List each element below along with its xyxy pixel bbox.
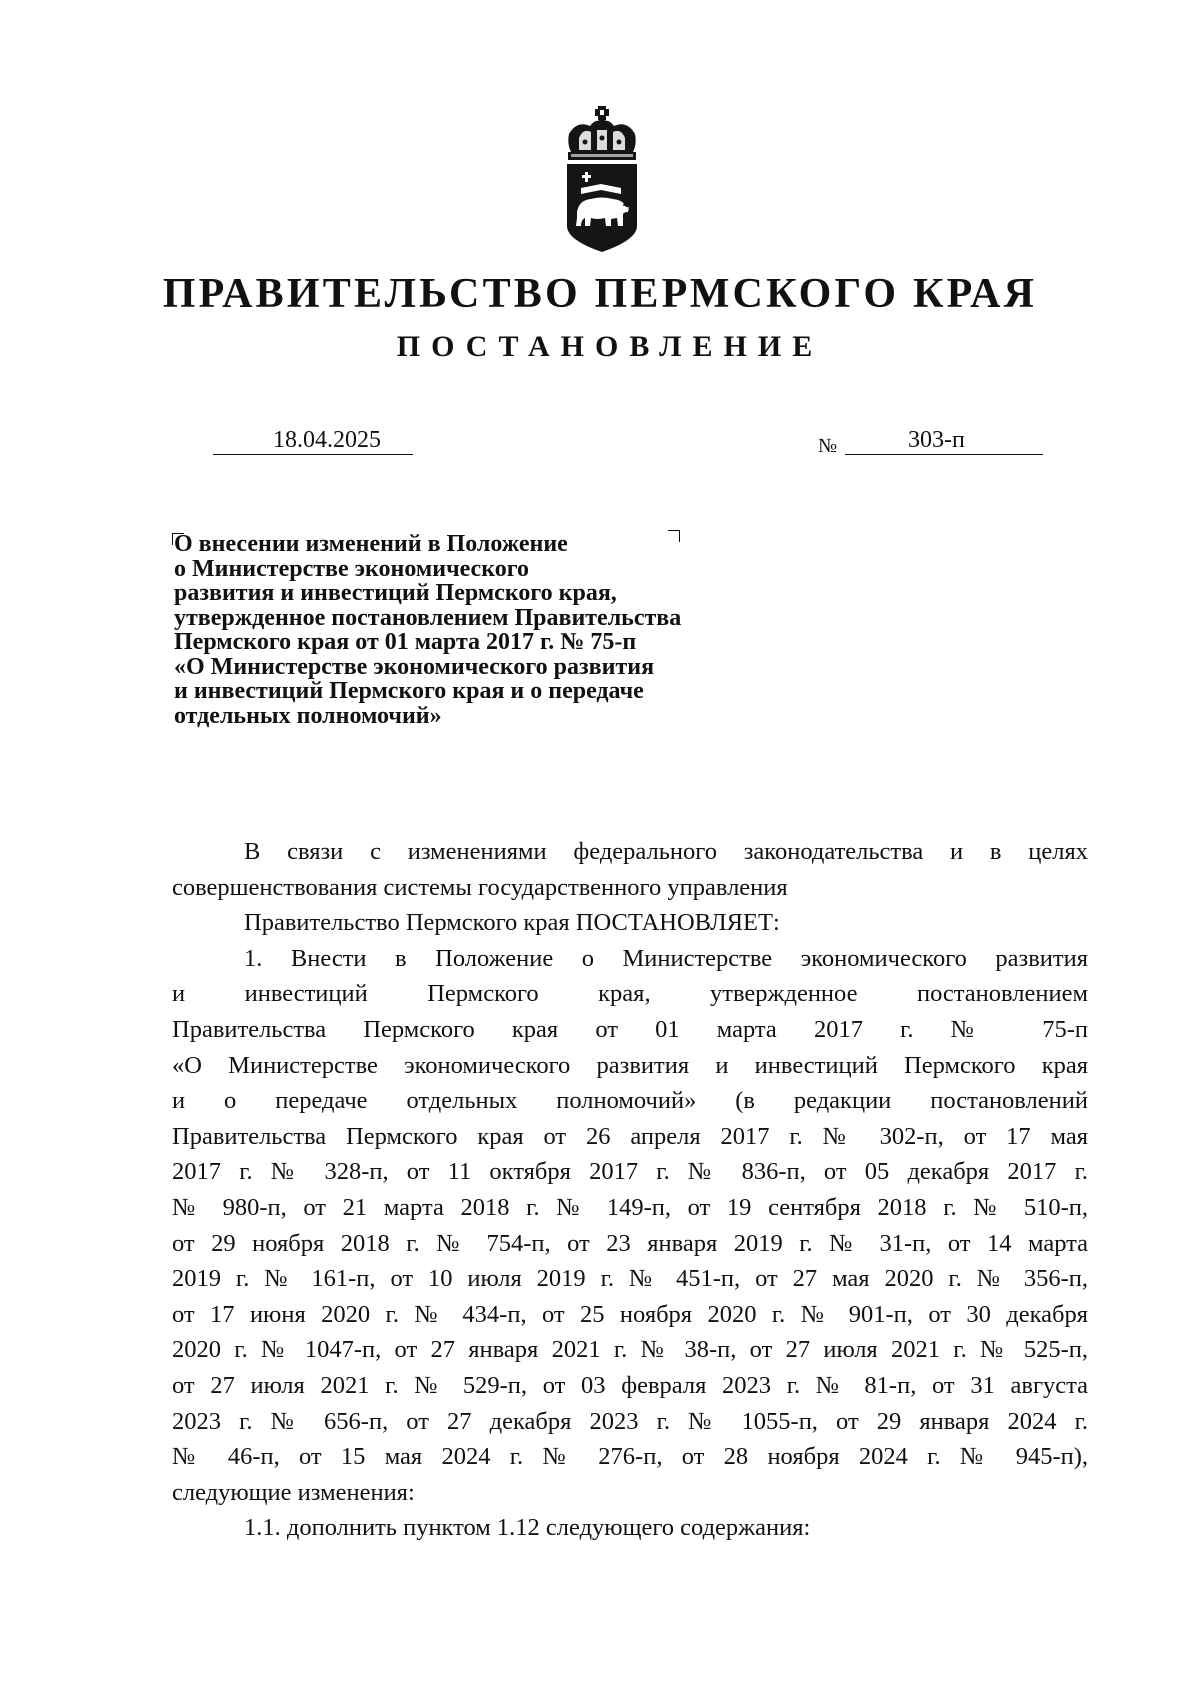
item-1-line: № 46-п, от 15 мая 2024 г. № 276-п, от 28 ноября 2024 г. № 945-п), — [172, 1443, 1088, 1471]
government-title: ПРАВИТЕЛЬСТВО ПЕРМСКОГО КРАЯ — [162, 271, 1038, 317]
item-1-line: № 980-п, от 21 марта 2018 г. № 149-п, от 19 сентября 2018 г. № 510-п, — [172, 1193, 1088, 1221]
heading-line: о Министерстве экономического — [174, 555, 530, 582]
item-1-line: от 29 ноября 2018 г. № 754-п, от 23 января 2019 г. № 31-п, от 14 марта — [172, 1229, 1088, 1257]
document-date: 18.04.2025 — [273, 427, 381, 453]
item-1-line: 2017 г. № 328-п, от 11 октября 2017 г. № 836-п, от 05 декабря 2017 г. — [172, 1158, 1088, 1186]
item-1-1-line: 1.1. дополнить пунктом 1.12 следующего содержания: — [244, 1514, 811, 1542]
item-1-line: Правительства Пермского края от 26 апреля 2017 г. № 302-п, от 17 мая — [172, 1122, 1088, 1150]
item-1-line: «О Министерстве экономического развития и инвестиций Пермского края — [172, 1051, 1088, 1079]
perm-krai-coat-of-arms-icon — [557, 104, 647, 254]
heading-line: Пермского края от 01 марта 2017 г. № 75-п — [174, 629, 637, 655]
item-1-line: и инвестиций Пермского края, утвержденное постановлением — [172, 980, 1088, 1008]
item-1-line: Правительства Пермского края от 01 марта 2017 г. № 75-п — [172, 1015, 1088, 1043]
item-1-line: и о передаче отдельных полномочий» (в редакции постановлений — [172, 1087, 1088, 1115]
heading-line: О внесении изменений в Положение — [174, 531, 568, 557]
date-field — [213, 428, 413, 455]
item-1-line: 2020 г. № 1047-п, от 27 января 2021 г. № 38-п, от 27 июля 2021 г. № 525-п, — [172, 1336, 1088, 1364]
document-heading — [174, 532, 794, 728]
heading-line: и инвестиций Пермского края и о передаче — [174, 678, 644, 704]
item-1-line: от 17 июня 2020 г. № 434-п, от 25 ноября 2020 г. № 901-п, от 30 декабря — [172, 1300, 1088, 1328]
item-1-line: следующие изменения: — [172, 1478, 415, 1506]
heading-line: развития и инвестиций Пермского края, — [174, 580, 617, 606]
body-line: В связи с изменениями федерального законодательства и в целях — [244, 838, 1088, 865]
item-1-line: от 27 июля 2021 г. № 529-п, от 03 февраля 2023 г. № 81-п, от 31 августа — [172, 1371, 1088, 1399]
heading-line: утвержденное постановлением Правительства — [174, 604, 682, 631]
item-1-line: 2019 г. № 161-п, от 10 июля 2019 г. № 451-п, от 27 мая 2020 г. № 356-п, — [172, 1265, 1088, 1293]
item-1-line: 1. Внести в Положение о Министерстве экономического развития — [244, 944, 1088, 972]
document-number: 303-п — [908, 427, 965, 453]
number-sign: № — [818, 435, 838, 457]
heading-line: отдельных полномочий» — [174, 702, 442, 729]
document-type-title: ПОСТАНОВЛЕНИЕ — [396, 330, 824, 363]
resolves-line: Правительство Пермского края ПОСТАНОВЛЯЕТ: — [244, 909, 780, 937]
heading-line: «О Министерстве экономического развития — [174, 653, 655, 680]
item-1-line: 2023 г. № 656-п, от 27 декабря 2023 г. № 1055-п, от 29 января 2024 г. — [172, 1407, 1088, 1435]
body-line: совершенствования системы государственного управления — [172, 873, 788, 901]
number-field — [845, 428, 1043, 455]
document-body — [172, 834, 1088, 1546]
